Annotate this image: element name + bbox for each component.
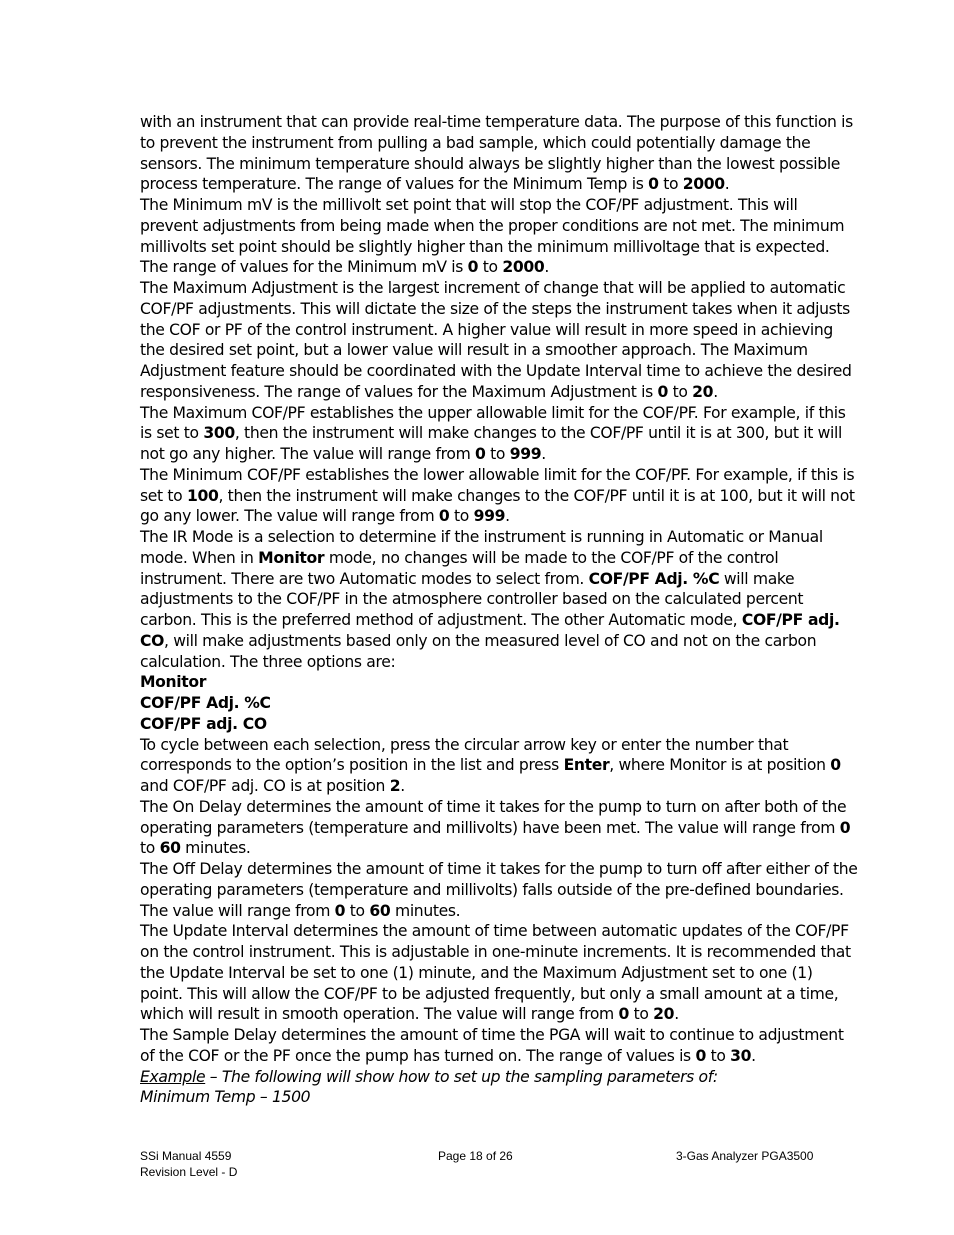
term-bold: COF/PF Adj. %C — [588, 569, 720, 588]
value-bold: 20 — [653, 1005, 675, 1024]
value-bold: 0 — [467, 258, 479, 277]
option-cofpf-adj-c: COF/PF Adj. %C — [140, 694, 271, 712]
paragraph-sample-delay — [140, 1025, 858, 1067]
text: to — [140, 839, 160, 858]
term-bold: COF/PF adj. CO — [140, 611, 840, 650]
value-bold: 0 — [839, 818, 851, 837]
text: to — [705, 1046, 731, 1065]
value-bold: 0 — [830, 756, 841, 775]
text: to — [629, 1005, 654, 1024]
text: with an instrument that can provide real-time temperature data. The purpose of this function is to prevent the instrument from pulling a bad sample, which could potentially damage the sensors. The minimum temperature should always be slightly higher than the lowest possible process temperature. The range of values for the Minimum Temp is — [140, 113, 853, 194]
text: The Off Delay determines the amount of time it takes for the pump to turn off after either of the operating parameters (temperature and millivolts) falls outside of the pre-defined boundaries. The value will range from — [140, 860, 858, 920]
page-footer — [140, 1149, 840, 1183]
text: to — [478, 258, 503, 277]
footer-left — [140, 1149, 237, 1180]
text: The Sample Delay determines the amount of time the PGA will wait to continue to adjustment of the COF or the PF once the pump has turned on. The range of values is — [140, 1026, 844, 1065]
text: . — [400, 777, 405, 795]
term-bold: Monitor — [258, 548, 325, 567]
value-bold: 2000 — [682, 175, 725, 194]
page-number: Page 18 of 26 — [438, 1149, 513, 1163]
text: The On Delay determines the amount of time it takes for the pump to turn on after both of the operating parameters (temperature and millivolts) have been met. The value will range from — [140, 797, 847, 837]
value-bold: 2 — [389, 777, 401, 795]
text: . — [674, 1005, 679, 1024]
text: mode, no changes will be made to the COF/PF of the control instrument. There are two Automatic modes to select from. — [140, 548, 779, 588]
text: , then the instrument will make changes to the COF/PF until it is at 100, but it will not go any lower. The value will range from — [140, 486, 855, 526]
text: . — [505, 507, 510, 526]
paragraph-on-delay — [140, 797, 858, 859]
value-bold: 0 — [618, 1005, 629, 1024]
paragraph-cycle-selection — [140, 735, 858, 797]
paragraph-off-delay — [140, 859, 858, 921]
manual-number: SSi Manual 4559 — [140, 1149, 232, 1163]
value-bold: 100 — [186, 486, 219, 505]
product-name: 3-Gas Analyzer PGA3500 — [676, 1149, 814, 1163]
text: The Minimum COF/PF establishes the lower allowable limit for the COF/PF. For example, if this is set to — [140, 465, 855, 505]
revision-level: Revision Level - D — [140, 1164, 238, 1179]
text: . — [724, 175, 730, 194]
text: minutes. — [390, 901, 461, 920]
text: The Update Interval determines the amount of time between automatic updates of the COF/PF on the control instrument. This is adjustable in one-minute increments. It is recommended that the Update Interval be set to one (1) minute, and the Maximum Adjustment set to one (1) point. This will allow the COF/PF to be adjusted frequently, but only a small amount at a time, which will result in smooth operation. The value will range from — [140, 922, 851, 1024]
text: . — [544, 258, 549, 277]
value-bold: 0 — [334, 901, 346, 920]
text: , will make adjustments based only on the measured level of CO and not on the carbon calculation. The three options are: — [140, 631, 817, 671]
text: The IR Mode is a selection to determine if the instrument is running in Automatic or Manual mode. When in — [140, 528, 823, 567]
text: The Maximum COF/PF establishes the upper allowable limit for the COF/PF. For example, if this is set to — [140, 403, 846, 443]
value-bold: 60 — [159, 839, 181, 858]
text: . — [541, 445, 546, 463]
paragraph-maximum-adjustment — [140, 278, 858, 403]
value-bold: 300 — [203, 424, 235, 443]
example-intro — [140, 1067, 858, 1088]
text: . — [751, 1046, 756, 1065]
text: to — [668, 382, 693, 401]
paragraph-minimum-temp — [140, 112, 858, 195]
value-bold: 999 — [473, 507, 506, 526]
text: The Maximum Adjustment is the largest increment of change that will be applied to automatic COF/PF adjustments. This will dictate the size of the steps the instrument takes when it adjusts the COF or PF of the control instrument. A higher value will result in more speed in achieving the desired set point, but a lower value will result in a smoother approach. The Maximum Adjustment feature should be coordinated with the Update Interval time to achieve the desired responsiveness. The range of values for the Maximum Adjustment is — [140, 279, 852, 401]
text: to — [658, 175, 683, 194]
value-bold: 0 — [475, 445, 486, 463]
body-text — [140, 112, 858, 1108]
text: , then the instrument will make changes to the COF/PF until it is at 300, but it will not go any higher. The value will range from — [140, 424, 842, 463]
text: to — [449, 507, 474, 526]
value-bold: 0 — [657, 382, 668, 401]
paragraph-maximum-cofpf — [140, 403, 858, 465]
value-bold: 999 — [509, 445, 542, 463]
option-cofpf-adj-co: COF/PF adj. CO — [140, 714, 267, 733]
text: to — [345, 901, 370, 920]
value-bold: 0 — [438, 507, 450, 526]
text: minutes. — [180, 839, 251, 858]
value-bold: 0 — [695, 1046, 706, 1065]
text: to — [485, 445, 510, 463]
example-label: Example — [140, 1067, 206, 1086]
key-bold: Enter — [563, 756, 610, 775]
paragraph-ir-mode — [140, 527, 858, 672]
text: To cycle between each selection, press the circular arrow key or enter the number that corresponds to the option’s position in the list and press — [140, 735, 789, 775]
value-bold: 30 — [730, 1046, 752, 1065]
text: – The following will show how to set up the sampling parameters of: — [205, 1067, 718, 1086]
example-minimum-temp: Minimum Temp – 1500 — [140, 1088, 311, 1107]
paragraph-minimum-cofpf — [140, 465, 858, 527]
value-bold: 2000 — [502, 258, 545, 277]
text: The Minimum mV is the millivolt set point that will stop the COF/PF adjustment. This will prevent adjustments from being made when the proper conditions are not met. The minimum millivolts set point should be slightly higher than the minimum millivoltage that is expected. The range of values for the Minimum mV is — [140, 196, 845, 277]
text: , where Monitor is at position — [609, 756, 831, 775]
text: and COF/PF adj. CO is at position — [140, 777, 390, 795]
value-bold: 60 — [369, 901, 391, 920]
value-bold: 20 — [692, 382, 714, 401]
text: will make adjustments to the COF/PF in the atmosphere controller based on the calculated percent carbon. This is the preferred method of adjustment. The other Automatic mode, — [140, 569, 804, 629]
paragraph-minimum-mv — [140, 195, 858, 278]
value-bold: 0 — [648, 175, 659, 194]
option-monitor: Monitor — [140, 673, 207, 692]
text: . — [713, 382, 718, 401]
paragraph-update-interval — [140, 921, 858, 1025]
